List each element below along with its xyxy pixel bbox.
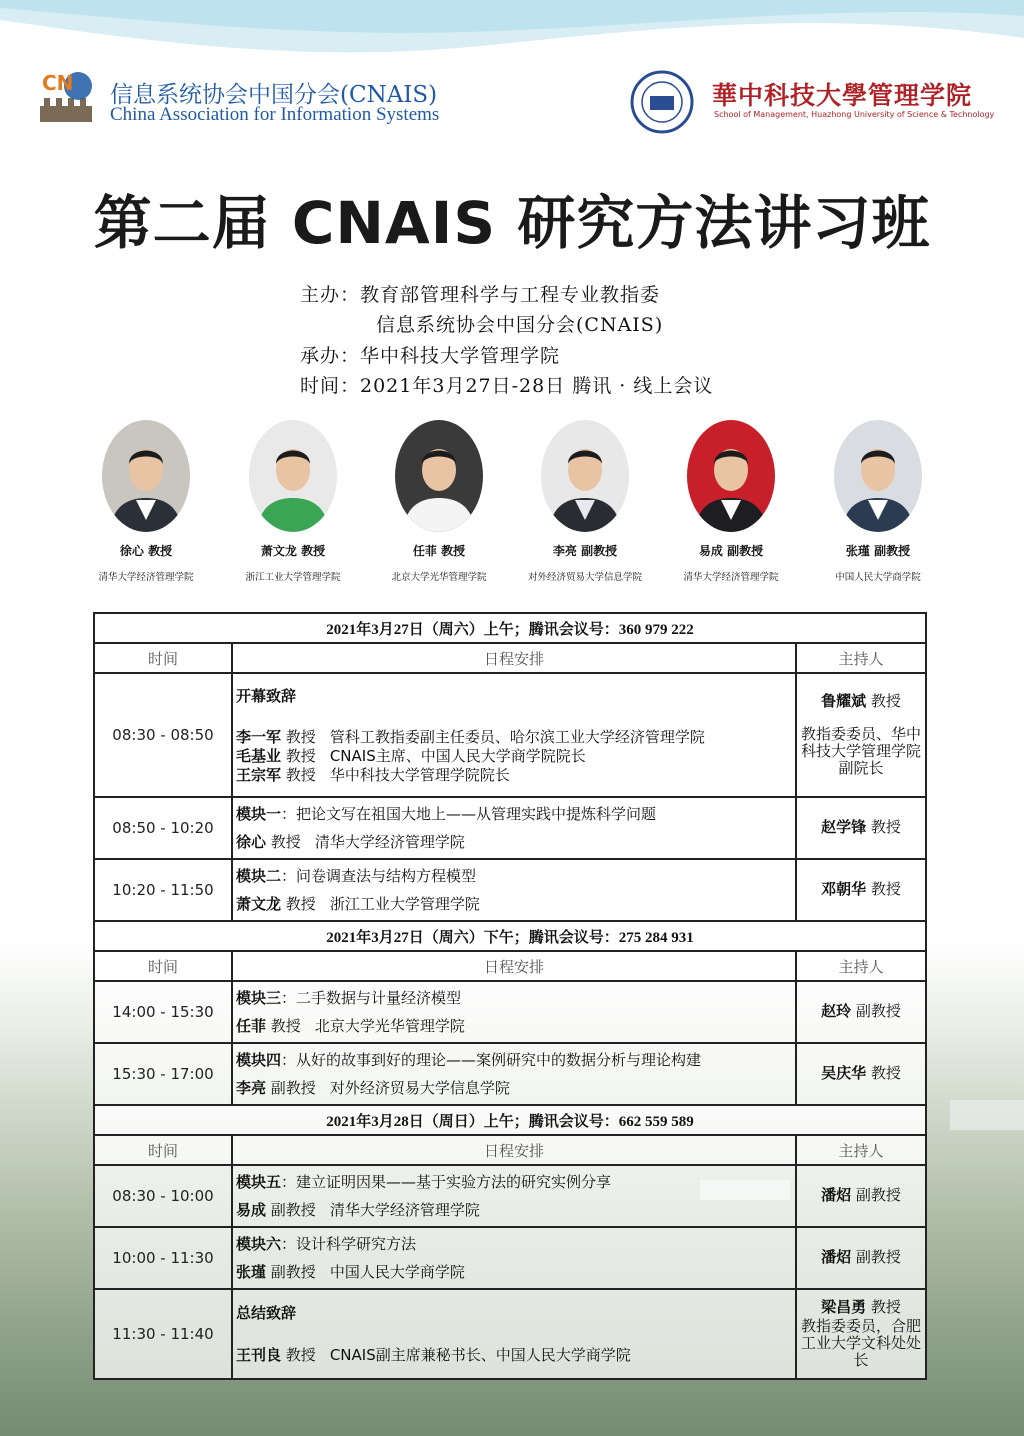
speaker-name: 李亮 副教授 <box>552 544 618 558</box>
speaker-photo <box>834 420 922 532</box>
speaker-name: 张瑾 副教授 <box>845 544 911 558</box>
speaker-photo <box>102 420 190 532</box>
speaker-title: 教授 <box>270 1017 301 1035</box>
organizer-line-2: 信息系统协会中国分会(CNAIS) <box>376 314 664 336</box>
host-name: 吴庆华 <box>821 1064 867 1083</box>
svg-text:CN: CN <box>42 71 74 95</box>
time-cell: 10:20 - 11:50 <box>94 859 232 921</box>
speaker-card <box>223 420 363 583</box>
host-title: 副教授 <box>855 1248 901 1267</box>
host-title: 副教授 <box>855 1002 901 1021</box>
agenda-cell <box>232 673 796 797</box>
speaker-card <box>76 420 216 583</box>
col-header-host: 主持人 <box>796 643 926 673</box>
module-topic: 把论文写在祖国大地上——从管理实践中提炼科学问题 <box>296 805 657 823</box>
hust-name-cn: 華中科技大學管理学院 <box>712 81 973 110</box>
agenda-person <box>236 747 792 766</box>
session-header: 2021年3月27日（周六）下午；腾讯会议号：275 284 931 <box>94 921 926 951</box>
table-row <box>94 1227 926 1289</box>
module-label: 模块三 <box>236 989 282 1007</box>
person-title: 教授 <box>285 746 316 765</box>
host-cell <box>796 673 926 797</box>
table-row <box>94 1165 926 1227</box>
agenda-title: 总结致辞 <box>236 1304 297 1322</box>
module-label: 模块四 <box>236 1051 282 1069</box>
hust-seal-icon <box>630 70 694 134</box>
speaker-affiliation: 北京大学光华管理学院 <box>391 572 487 583</box>
module-label: 模块五 <box>236 1173 282 1191</box>
speaker-name: 易成 副教授 <box>698 544 764 558</box>
speaker-org: 北京大学光华管理学院 <box>314 1017 465 1035</box>
speaker-affiliation: 清华大学经济管理学院 <box>98 572 194 583</box>
host-name: 赵玲 <box>821 1002 852 1021</box>
speaker-card <box>808 420 948 583</box>
table-row <box>94 673 926 797</box>
speaker-org: 清华大学经济管理学院 <box>329 1201 480 1219</box>
speaker-name: 徐心 教授 <box>119 544 173 558</box>
person-name: 王刊良 <box>236 1346 282 1364</box>
agenda-cell: 模块二：问卷调查法与结构方程模型 萧文龙 教授 浙江工业大学管理学院 <box>232 859 796 921</box>
person-title: 教授 <box>285 765 316 784</box>
person-desc: 管科工教指委副主任委员、哈尔滨工业大学经济管理学院 <box>329 727 705 746</box>
host-cell <box>796 1227 926 1289</box>
speaker-card <box>369 420 509 583</box>
cnais-emblem-icon <box>40 68 96 124</box>
session-header: 2021年3月28日（周日）上午；腾讯会议号：662 559 589 <box>94 1105 926 1135</box>
speaker-title: 教授 <box>270 833 301 851</box>
page-title: 第二届 CNAIS 研究方法讲习班 <box>93 189 931 257</box>
host-name: 邓朝华 <box>821 880 867 899</box>
speaker-name: 萧文龙 教授 <box>260 544 326 558</box>
host-title: 教授 <box>870 880 901 899</box>
host-name: 梁昌勇 <box>821 1297 867 1316</box>
agenda-person <box>236 766 792 785</box>
time-line: 时间：2021年3月27日-28日 腾讯 · 线上会议 <box>300 375 714 397</box>
col-header-host: 主持人 <box>796 951 926 981</box>
module-topic: 建立证明因果——基于实验方法的研究实例分享 <box>296 1173 612 1191</box>
cnais-logo <box>40 66 500 128</box>
schedule-table <box>93 612 927 1380</box>
host-name: 赵学锋 <box>821 818 867 837</box>
table-row <box>94 981 926 1043</box>
speaker-name: 易成 <box>236 1201 267 1219</box>
host-cell <box>796 1165 926 1227</box>
speaker-name: 任菲 <box>236 1017 267 1035</box>
table-row <box>94 1043 926 1105</box>
person-name: 王宗军 <box>236 765 282 784</box>
host-desc: 教指委委员、华中科技大学管理学院副院长 <box>800 724 921 778</box>
module-topic: 问卷调查法与结构方程模型 <box>296 867 477 885</box>
host-cell <box>796 797 926 859</box>
host-desc: 教指委委员，合肥工业大学文科处处长 <box>800 1316 921 1370</box>
col-header-agenda: 日程安排 <box>232 951 796 981</box>
speaker-name: 李亮 <box>236 1079 267 1097</box>
module-label: 模块六 <box>236 1235 282 1253</box>
agenda-cell: 模块六：设计科学研究方法 张瑾 副教授 中国人民大学商学院 <box>232 1227 796 1289</box>
host-title: 副教授 <box>855 1186 901 1205</box>
table-row <box>94 1289 926 1379</box>
col-header-agenda: 日程安排 <box>232 643 796 673</box>
speaker-org: 对外经济贸易大学信息学院 <box>329 1079 510 1097</box>
speaker-card <box>515 420 655 583</box>
module-label: 模块二 <box>236 867 282 885</box>
person-desc: CNAIS副主席兼秘书长、中国人民大学商学院 <box>329 1346 631 1364</box>
speaker-affiliation: 中国人民大学商学院 <box>835 572 921 583</box>
agenda-person <box>236 728 792 747</box>
speaker-org: 中国人民大学商学院 <box>329 1263 465 1281</box>
speaker-name: 萧文龙 <box>236 895 282 913</box>
person-desc: 华中科技大学管理学院院长 <box>329 765 510 784</box>
module-topic: 从好的故事到好的理论——案例研究中的数据分析与理论构建 <box>296 1051 702 1069</box>
speaker-org: 浙江工业大学管理学院 <box>329 895 480 913</box>
cnais-name-en: China Association for Information Systems <box>110 104 440 125</box>
speaker-name: 任菲 教授 <box>412 544 466 558</box>
host-title: 教授 <box>870 691 901 710</box>
time-cell: 08:30 - 08:50 <box>94 673 232 797</box>
person-name: 毛基业 <box>236 746 282 765</box>
time-cell: 14:00 - 15:30 <box>94 981 232 1043</box>
speaker-card <box>661 420 801 583</box>
speaker-org: 清华大学经济管理学院 <box>314 833 465 851</box>
table-row <box>94 859 926 921</box>
host-cell <box>796 1043 926 1105</box>
module-topic: 二手数据与计量经济模型 <box>296 989 462 1007</box>
person-title: 教授 <box>285 1346 316 1364</box>
speaker-title: 副教授 <box>270 1263 316 1281</box>
host-cell <box>796 981 926 1043</box>
speaker-title: 副教授 <box>270 1079 316 1097</box>
person-name: 李一军 <box>236 727 282 746</box>
module-label: 模块一 <box>236 805 282 823</box>
hust-name-en: School of Management, Huazhong University of Science & Technology <box>714 110 995 119</box>
hust-logo <box>630 70 995 132</box>
speaker-name: 徐心 <box>236 833 267 851</box>
host-name: 潘炤 <box>821 1186 852 1205</box>
time-cell: 15:30 - 17:00 <box>94 1043 232 1105</box>
speaker-photo <box>249 420 337 532</box>
speaker-name: 张瑾 <box>236 1263 267 1281</box>
agenda-cell: 模块五：建立证明因果——基于实验方法的研究实例分享 易成 副教授 清华大学经济管理学院 <box>232 1165 796 1227</box>
host-cell <box>796 1289 926 1379</box>
speaker-affiliation: 对外经济贸易大学信息学院 <box>527 572 642 583</box>
agenda-cell: 模块一：把论文写在祖国大地上——从管理实践中提炼科学问题 徐心 教授 清华大学经济管理学院 <box>232 797 796 859</box>
col-header-time: 时间 <box>94 643 232 673</box>
session-header: 2021年3月27日（周六）上午；腾讯会议号：360 979 222 <box>94 613 926 643</box>
speaker-affiliation: 清华大学经济管理学院 <box>683 572 779 583</box>
time-cell: 08:50 - 10:20 <box>94 797 232 859</box>
speaker-photo <box>395 420 483 532</box>
host-title: 教授 <box>870 1297 901 1316</box>
host-title: 教授 <box>870 818 901 837</box>
host-name: 潘炤 <box>821 1248 852 1267</box>
agenda-cell: 模块三：二手数据与计量经济模型 任菲 教授 北京大学光华管理学院 <box>232 981 796 1043</box>
person-title: 教授 <box>285 727 316 746</box>
person-desc: CNAIS主席、中国人民大学商学院院长 <box>329 746 586 765</box>
host-name: 鲁耀斌 <box>821 691 867 710</box>
table-row <box>94 797 926 859</box>
organizer-line: 主办：教育部管理科学与工程专业教指委 <box>300 284 661 306</box>
agenda-cell: 模块四：从好的故事到好的理论——案例研究中的数据分析与理论构建 李亮 副教授 对外经济贸易大学信息学院 <box>232 1043 796 1105</box>
speaker-photo <box>687 420 775 532</box>
agenda-cell <box>232 1289 796 1379</box>
speaker-affiliation: 浙江工业大学管理学院 <box>245 572 341 583</box>
speaker-title: 教授 <box>285 895 316 913</box>
col-header-time: 时间 <box>94 951 232 981</box>
host-cell <box>796 859 926 921</box>
speaker-title: 副教授 <box>270 1201 316 1219</box>
col-header-host: 主持人 <box>796 1135 926 1165</box>
cnais-name-cn: 信息系统协会中国分会(CNAIS) <box>110 82 438 108</box>
time-cell: 08:30 - 10:00 <box>94 1165 232 1227</box>
col-header-time: 时间 <box>94 1135 232 1165</box>
module-topic: 设计科学研究方法 <box>296 1235 417 1253</box>
host-title: 教授 <box>870 1064 901 1083</box>
time-cell: 11:30 - 11:40 <box>94 1289 232 1379</box>
time-cell: 10:00 - 11:30 <box>94 1227 232 1289</box>
agenda-title: 开幕致辞 <box>236 686 297 705</box>
speaker-photo <box>541 420 629 532</box>
col-header-agenda: 日程安排 <box>232 1135 796 1165</box>
host-org-line: 承办：华中科技大学管理学院 <box>300 345 561 367</box>
campus-building <box>950 1100 1024 1130</box>
